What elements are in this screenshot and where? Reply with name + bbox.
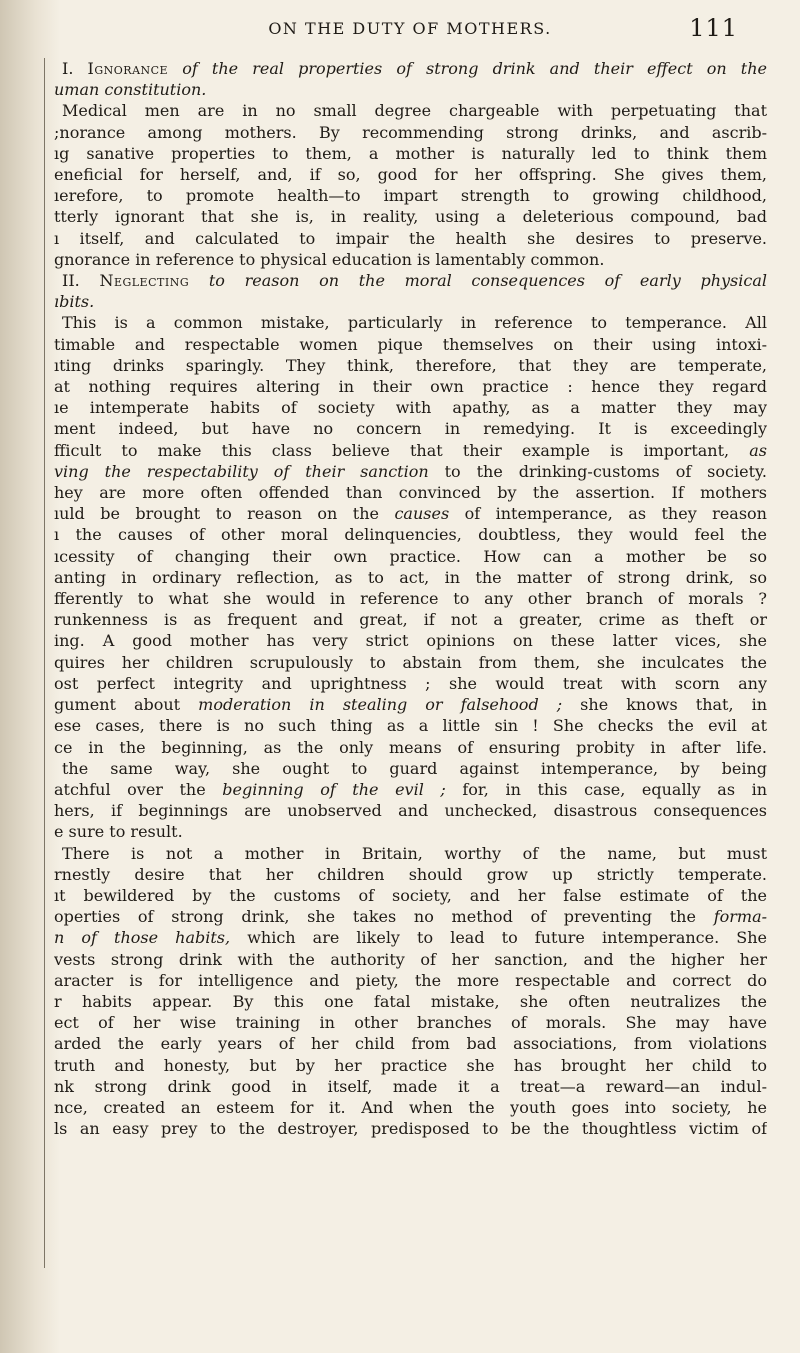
- text-line: aracter is for intelligence and piety, the more respectable and correct do: [54, 970, 767, 990]
- section-heading-1: I. Ignorance of the real properties of strong drink and their effect on the: [62, 59, 767, 78]
- body-text: [54, 58, 767, 1139]
- text-line: vests strong drink with the authority of her sanction, and the higher her: [54, 949, 767, 969]
- text-line: gnorance in reference to physical education is lamentably common.: [54, 249, 605, 269]
- text-line: ıg sanative properties to them, a mother is naturally led to think them: [54, 143, 767, 163]
- text-line: n of those habits, which are likely to lead to future intemperance. She: [54, 928, 767, 948]
- text-line: r habits appear. By this one fatal mistake, she often neutralizes the: [54, 991, 767, 1011]
- text-line: gument about moderation in stealing or falsehood ; she knows that, in: [54, 695, 767, 715]
- gutter-rule: [44, 58, 45, 1268]
- text-line: Medical men are in no small degree chargeable with perpetuating that: [62, 101, 767, 121]
- section-heading-2: II. Neglecting to reason on the moral consequences of early physical: [62, 271, 767, 291]
- text-line: ıe intemperate habits of society with apathy, as a matter they may: [54, 398, 767, 418]
- text-line: This is a common mistake, particularly in reference to temperance. All: [62, 313, 767, 333]
- text-line: eneficial for herself, and, if so, good for her offspring. She gives them,: [54, 165, 767, 185]
- text-line: ıuld be brought to reason on the causes of intemperance, as they reason: [54, 504, 767, 524]
- text-line: operties of strong drink, she takes no method of preventing the forma-: [54, 907, 767, 927]
- text-line: ment indeed, but have no concern in remedying. It is exceedingly: [54, 419, 767, 439]
- text-line: truth and honesty, but by her practice she has brought her child to: [54, 1055, 767, 1075]
- text-line: tterly ignorant that she is, in reality, using a deleterious compound, bad: [54, 207, 767, 227]
- text-line: quires her children scrupulously to abstain from them, she inculcates the: [54, 652, 767, 672]
- text-line: ce in the beginning, as the only means of ensuring probity in after life.: [54, 737, 767, 757]
- heading-keyword: Ignorance: [87, 59, 169, 78]
- text-line: the same way, she ought to guard against intemperance, by being: [62, 758, 767, 778]
- section-heading-1-cont: uman constitution.: [54, 80, 207, 100]
- text-line: ing. A good mother has very strict opinions on these latter vices, she: [54, 631, 767, 651]
- text-line: ıerefore, to promote health—to impart strength to growing childhood,: [54, 186, 767, 206]
- text-line: ı the causes of other moral delinquencies, doubtless, they would feel the: [54, 525, 767, 545]
- text-line: rnestly desire that her children should grow up strictly temperate.: [54, 864, 767, 884]
- text-line: ı itself, and calculated to impair the health she desires to preserve.: [54, 228, 767, 248]
- binding-gutter-shadow: [0, 0, 60, 1353]
- text-line: ving the respectability of their sanction to the drinking-customs of society.: [54, 461, 767, 481]
- text-line: ıting drinks sparingly. They think, therefore, that they are temperate,: [54, 355, 767, 375]
- text-line: arded the early years of her child from bad associations, from violations: [54, 1034, 767, 1054]
- text-line: ls an easy prey to the destroyer, predisposed to be the thoughtless victim of: [54, 1119, 767, 1139]
- text-line: hey are more often offended than convinced by the assertion. If mothers: [54, 483, 767, 503]
- text-line: nk strong drink good in itself, made it a treat—a reward—an indul-: [54, 1076, 767, 1096]
- running-title: ON THE DUTY OF MOTHERS.: [268, 19, 552, 38]
- text-line: at nothing requires altering in their own practice : hence they regard: [54, 377, 767, 397]
- text-line: timable and respectable women pique themselves on their using intoxi-: [54, 334, 767, 354]
- text-line: ost perfect integrity and uprightness ; she would treat with scorn any: [54, 673, 767, 693]
- running-header: [60, 14, 760, 44]
- text-line: ;norance among mothers. By recommending strong drinks, and ascrib-: [54, 122, 767, 142]
- text-line: anting in ordinary reflection, as to act, in the matter of strong drink, so: [54, 567, 767, 587]
- text-line: hers, if beginnings are unobserved and unchecked, disastrous consequences: [54, 801, 767, 821]
- text-line: ıcessity of changing their own practice. How can a mother be so: [54, 546, 767, 566]
- text-line: atchful over the beginning of the evil ; for, in this case, equally as in: [54, 779, 767, 799]
- text-line: fficult to make this class believe that their example is important, as: [54, 440, 767, 460]
- text-line: nce, created an esteem for it. And when the youth goes into society, he: [54, 1097, 767, 1117]
- text-line: runkenness is as frequent and great, if not a greater, crime as theft or: [54, 610, 767, 630]
- text-line: fferently to what she would in reference to any other branch of morals ?: [54, 589, 767, 609]
- text-line: There is not a mother in Britain, worthy of the name, but must: [62, 843, 767, 863]
- text-line: ıt bewildered by the customs of society, and her false estimate of the: [54, 885, 767, 905]
- heading-keyword: Neglecting: [99, 271, 190, 291]
- page-number: 111: [689, 14, 738, 42]
- section-heading-2-cont: ıbits.: [54, 292, 95, 312]
- text-line: e sure to result.: [54, 822, 183, 842]
- text-line: ese cases, there is no such thing as a little sin ! She checks the evil at: [54, 716, 767, 736]
- text-line: ect of her wise training in other branches of morals. She may have: [54, 1013, 767, 1033]
